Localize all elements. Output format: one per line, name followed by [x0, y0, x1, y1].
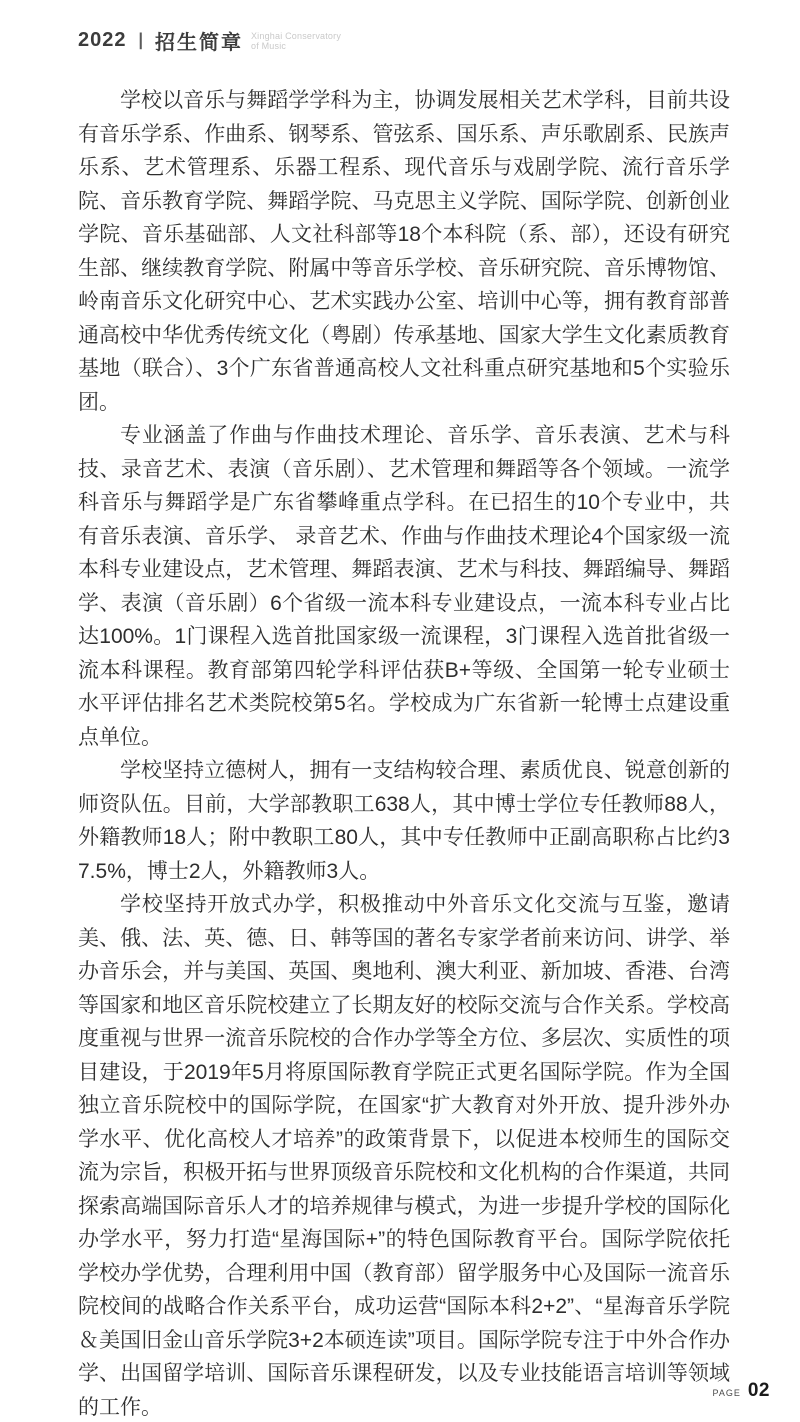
header-subtitle-line2: of Music [250, 40, 287, 51]
header-year: 2022 [78, 29, 127, 51]
header-divider: | [138, 30, 143, 50]
footer-page-label: PAGE [712, 1388, 741, 1398]
paragraph-majors-disciplines: 专业涵盖了作曲与作曲技术理论、音乐学、音乐表演、艺术与科技、录音艺术、表演（音乐剧）、艺术管理和舞蹈等各个领域。一流学科音乐与舞蹈学是广东省攀峰重点学科。在已招生的10个专业中，共有音乐表演、音乐学、 录音艺术、作曲与作曲技术理论4个国家级一流本科专业建设点，艺术管理、舞蹈表演、艺术与科技、舞蹈编导、舞蹈学、表演（音乐剧）6个省级一流本科专业建设点，一流本科专业占比达100%。1门课程入选首批国家级一流课程，3门课程入选首批省级一流本科课程。教育部第四轮学科评估获B+等级、全国第一轮专业硕士水平评估排名艺术类院校第5名。学校成为广东省新一轮博士点建设重点单位。 [78, 424, 730, 749]
paragraph-international-exchange: 学校坚持开放式办学，积极推动中外音乐文化交流与互鉴，邀请美、俄、法、英、德、日、韩等国的著名专家学者前来访问、讲学、举办音乐会，并与美国、英国、奥地利、澳大利亚、新加坡、香港、台湾等国家和地区音乐院校建立了长期友好的校际交流与合作关系。学校高度重视与世界一流音乐院校的合作办学等全方位、多层次、实质性的项目建设，于2019年5月将原国际教育学院正式更名国际学院。作为全国独立音乐院校中的国际学院，在国家“扩大教育对外开放、提升涉外办学水平、优化高校人才培养”的政策背景下，以促进本校师生的国际交流为宗旨，积极开拓与世界顶级音乐院校和文化机构的合作渠道，共同探索高端国际音乐人才的培养规律与模式，为进一步提升学校的国际化办学水平，努力打造“星海国际+”的特色国际教育平台。国际学院依托学校办学优势，合理利用中国（教育部）留学服务中心及国际一流音乐院校间的战略合作关系平台，成功运营“国际本科2+2”、“星海音乐学院＆美国旧金山音乐学院3+2本硕连读”项目。国际学院专注于中外合作办学、出国留学培训、国际音乐课程研发，以及专业技能语言培训等领域的工作。 [78, 893, 730, 1419]
page-footer [713, 1380, 770, 1402]
page-header [78, 26, 341, 55]
paragraph-school-overview: 学校以音乐与舞蹈学学科为主，协调发展相关艺术学科，目前共设有音乐学系、作曲系、钢琴系、管弦系、国乐系、声乐歌剧系、民族声乐系、艺术管理系、乐器工程系、现代音乐与戏剧学院、流行音乐学院、音乐教育学院、舞蹈学院、马克思主义学院、国际学院、创新创业学院、音乐基础部、人文社科部等18个本科院（系、部），还设有研究生部、继续教育学院、附属中等音乐学校、音乐研究院、音乐博物馆、岭南音乐文化研究中心、艺术实践办公室、培训中心等，拥有教育部普通高校中华优秀传统文化（粤剧）传承基地、国家大学生文化素质教育基地（联合）、3个广东省普通高校人文社科重点研究基地和5个实验乐团。 [78, 89, 730, 414]
page-title: 招生简章 [154, 32, 243, 54]
header-subtitle [251, 31, 341, 51]
body-text [78, 84, 730, 1422]
paragraph-faculty: 学校坚持立德树人，拥有一支结构较合理、素质优良、锐意创新的师资队伍。目前，大学部教职工638人，其中博士学位专任教师88人，外籍教师18人；附中教职工80人，其中专任教师中正副高职称占比约37.5%，博士2人，外籍教师3人。 [78, 759, 730, 883]
footer-page-number: 02 [747, 1380, 770, 1401]
header-subtitle-line1: Xinghai Conservatory [250, 30, 342, 41]
